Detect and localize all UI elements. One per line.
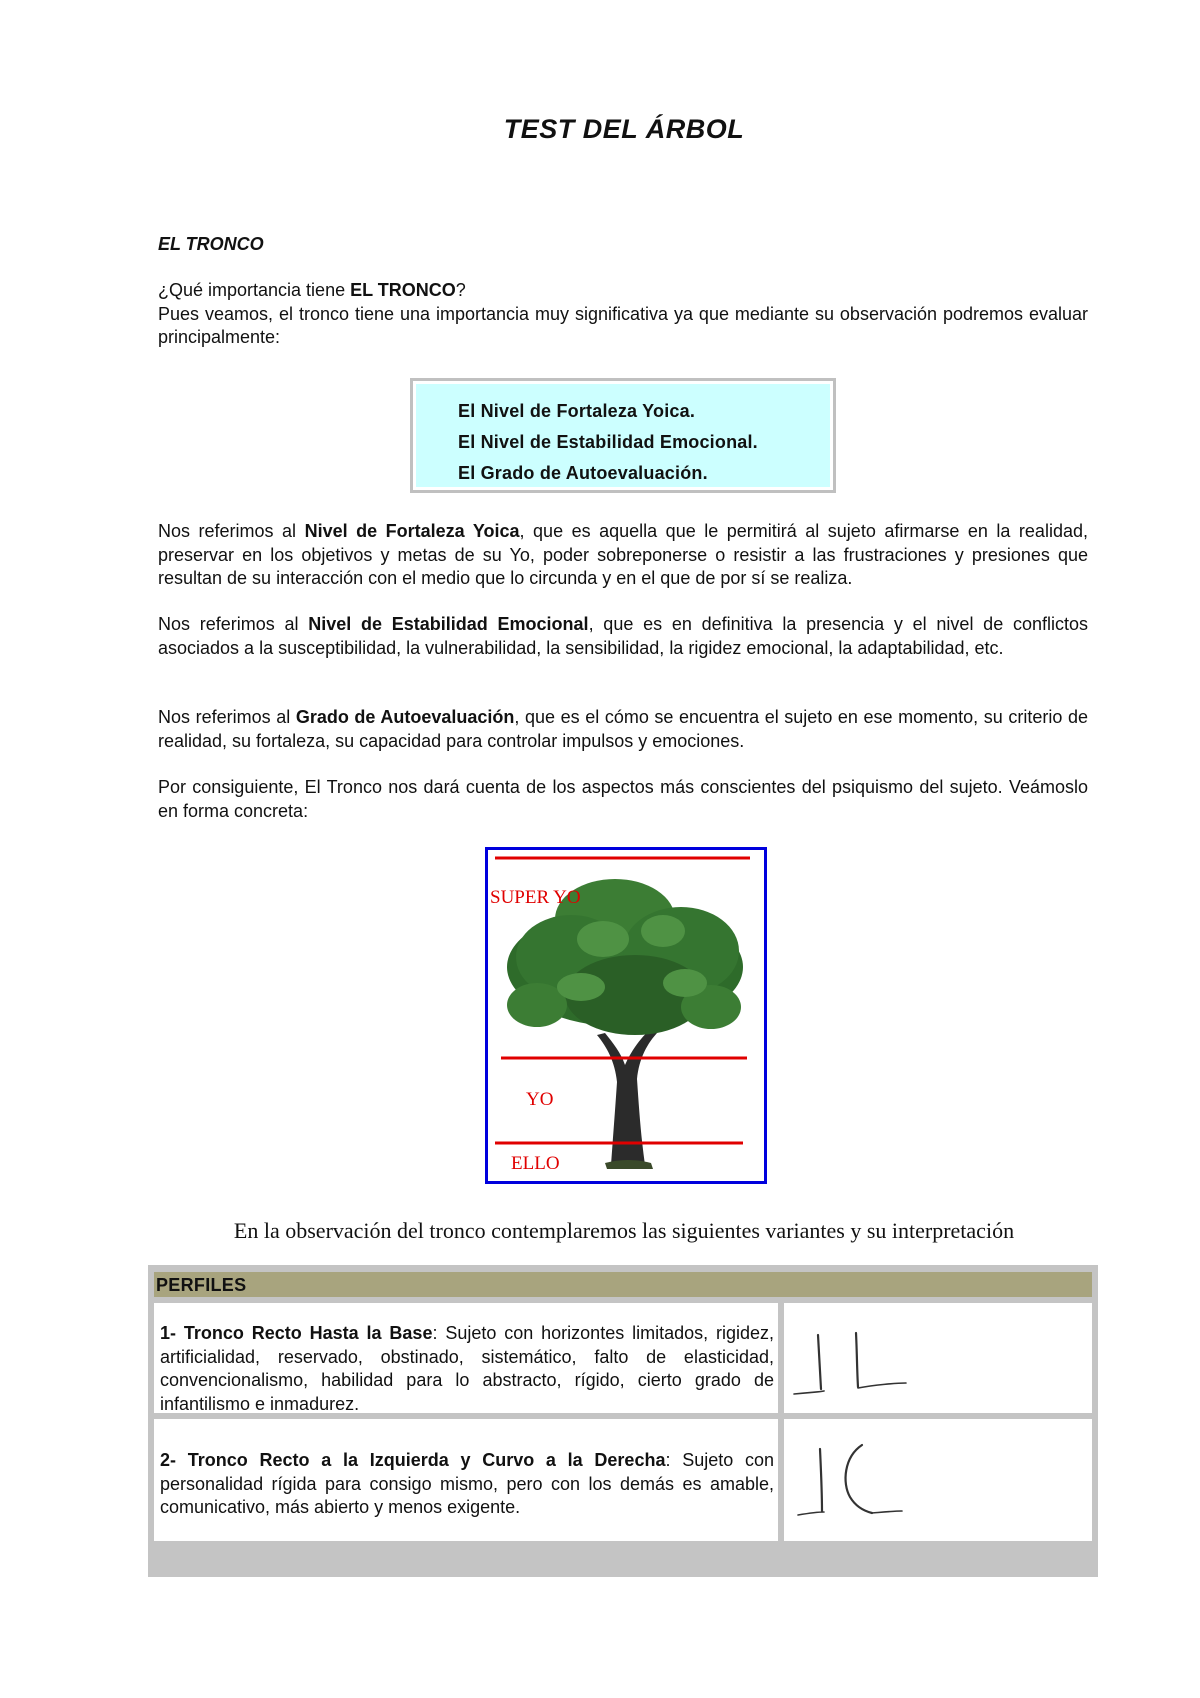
highlight-box (410, 378, 836, 493)
paragraph-estabilidad (158, 613, 1088, 660)
intro-question-bold: EL TRONCO (350, 280, 456, 300)
tree-label-yo: YO (526, 1089, 554, 1110)
paragraph-bold-term: Nivel de Fortaleza Yoica (304, 521, 520, 541)
highlight-item-fortaleza: El Nivel de Fortaleza Yoica. (458, 401, 696, 421)
highlight-item-estabilidad: El Nivel de Estabilidad Emocional. (458, 432, 758, 452)
tree-diagram (485, 847, 767, 1184)
paragraph-conclusion: Por consiguiente, El Tronco nos dará cuenta de los aspectos más conscientes del psiquismo del sujeto. Veámoslo en forma concreta: (158, 777, 1088, 821)
row-title: 2- Tronco Recto a la Izquierda y Curvo a la Derecha (160, 1450, 666, 1470)
table-row-2-sketch-cell (784, 1419, 1092, 1541)
paragraph-text: , que es el cómo se encuentra el sujeto en ese momento, su criterio de realidad, su fortaleza, su capacidad para controlar impulsos y emociones. (158, 707, 1089, 751)
table-row-1-text-cell (154, 1303, 778, 1413)
paragraph-text: , que es aquella que le permitirá al sujeto afirmarse en la realidad, preservar en los objetivos y metas de su Yo, poder sobreponerse o resistir a las frustraciones y presiones que resultan de su interacción con el medio que lo circunda y en el que de por sí se realiza. (158, 521, 1088, 588)
straight-trunk-sketch-icon (784, 1303, 1092, 1413)
page-title: TEST DEL ÁRBOL (503, 114, 745, 144)
straight-left-curved-right-trunk-sketch-icon (784, 1419, 1092, 1541)
paragraph-text: , que es en definitiva la presencia y el nivel de conflictos asociados a la susceptibilidad, la vulnerabilidad, la sensibilidad, la rigidez emocional, la adaptabilidad, etc. (158, 614, 1088, 658)
tree-label-ello: ELLO (511, 1153, 560, 1174)
profiles-table-header: PERFILES (154, 1272, 1092, 1297)
intro-question-prefix: ¿Qué importancia tiene (158, 280, 351, 300)
profiles-table (148, 1265, 1098, 1577)
table-row-2-text-cell (154, 1419, 778, 1541)
intro-question-suffix: ? (455, 280, 466, 300)
highlight-inner (416, 384, 830, 487)
paragraph-prefix: Nos referimos al (158, 707, 296, 727)
tree-figure (485, 847, 767, 1184)
paragraph-prefix: Nos referimos al (158, 521, 305, 541)
paragraph-fortaleza (158, 520, 1088, 591)
highlight-item-autoevaluacion: El Grado de Autoevaluación. (458, 463, 708, 483)
paragraph-autoevaluacion (158, 706, 1088, 753)
table-row-1-sketch-cell (784, 1303, 1092, 1413)
paragraph-bold-term: Nivel de Estabilidad Emocional (308, 614, 589, 634)
intro-line: Pues veamos, el tronco tiene una importancia muy significativa ya que mediante su observación podremos evaluar principalmente: (158, 303, 1088, 347)
table-row-2-text (154, 1419, 778, 1520)
paragraph-bold-term: Grado de Autoevaluación (295, 707, 515, 727)
tree-label-superyo: SUPER YO (490, 887, 581, 908)
figure-caption: En la observación del tronco contemplaremos las siguientes variantes y su interpretación (233, 1218, 1015, 1243)
paragraph-prefix: Nos referimos al (158, 614, 309, 634)
section-heading: EL TRONCO (158, 234, 264, 254)
table-row-1-text (154, 1303, 778, 1416)
row-description: : Sujeto con personalidad rígida para consigo mismo, pero con los demás es amable, comunicativo, más abierto y menos exigente. (160, 1450, 774, 1517)
row-description: : Sujeto con horizontes limitados, rigidez, artificialidad, reservado, obstinado, sistemático, falto de elasticidad, convencionalismo, habilidad para lo abstracto, rígido, cierto grado de infantilismo e inmadurez. (160, 1323, 775, 1414)
intro-paragraph (158, 279, 1088, 350)
row-title: 1- Tronco Recto Hasta la Base (160, 1323, 433, 1343)
